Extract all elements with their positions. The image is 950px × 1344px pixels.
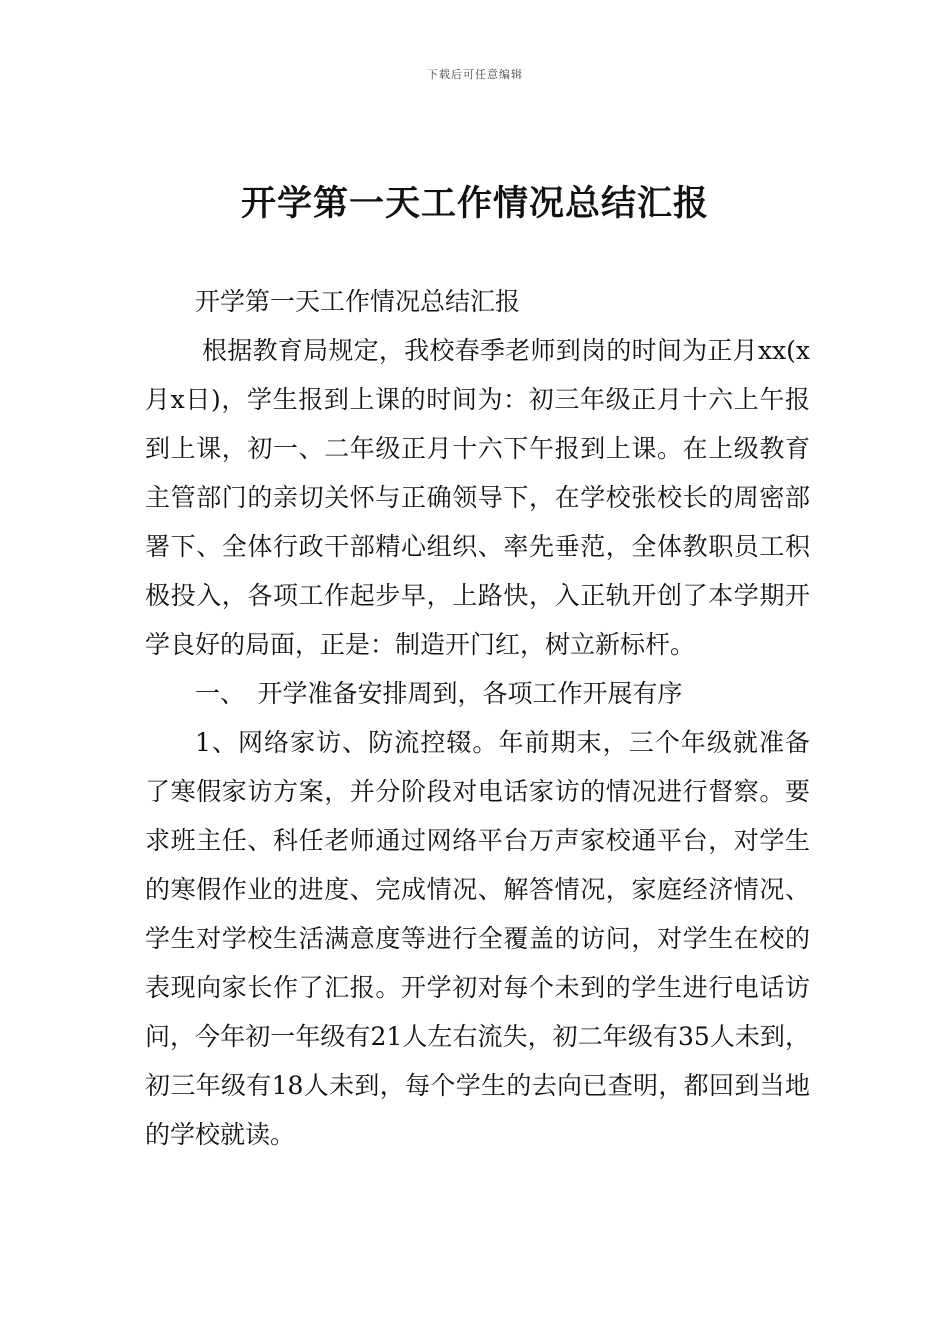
header-note: 下载后可任意编辑 xyxy=(427,68,523,81)
section-paragraph: 1、网络家访、防流控辍。年前期末，三个年级就准备了寒假家访方案，并分阶段对电话家访的情况进行督察。要求班主任、科任老师通过网络平台万声家校通平台，对学生的寒假作业的进度、完成情况、解答情况，家庭经济情况、学生对学校生活满意度等进行全覆盖的访问，对学生在校的表现向家长作了汇报。开学初对每个未到的学生进行电话访问，今年初一年级有21人左右流失，初二年级有35人未到，初三年级有18人未到，每个学生的去向已查明，都回到当地的学校就读。 xyxy=(145,728,810,1149)
section-heading: 一、 开学准备安排周到，各项工作开展有序 xyxy=(195,679,683,708)
document-body xyxy=(145,277,810,1159)
intro-paragraph: 根据教育局规定，我校春季老师到岗的时间为正月xx(x月x日)，学生报到上课的时间为：初三年级正月十六上午报到上课，初一、二年级正月十六下午报到上课。在上级教育主管部门的亲切关怀与正确领导下，在学校张校长的周密部署下、全体行政干部精心组织、率先垂范，全体教职员工积极投入，各项工作起步早，上路快，入正轨开创了本学期开学良好的局面，正是：制造开门红，树立新标杆。 xyxy=(145,336,810,659)
subtitle-paragraph: 开学第一天工作情况总结汇报 xyxy=(195,287,521,316)
document-title: 开学第一天工作情况总结汇报 xyxy=(240,184,709,224)
